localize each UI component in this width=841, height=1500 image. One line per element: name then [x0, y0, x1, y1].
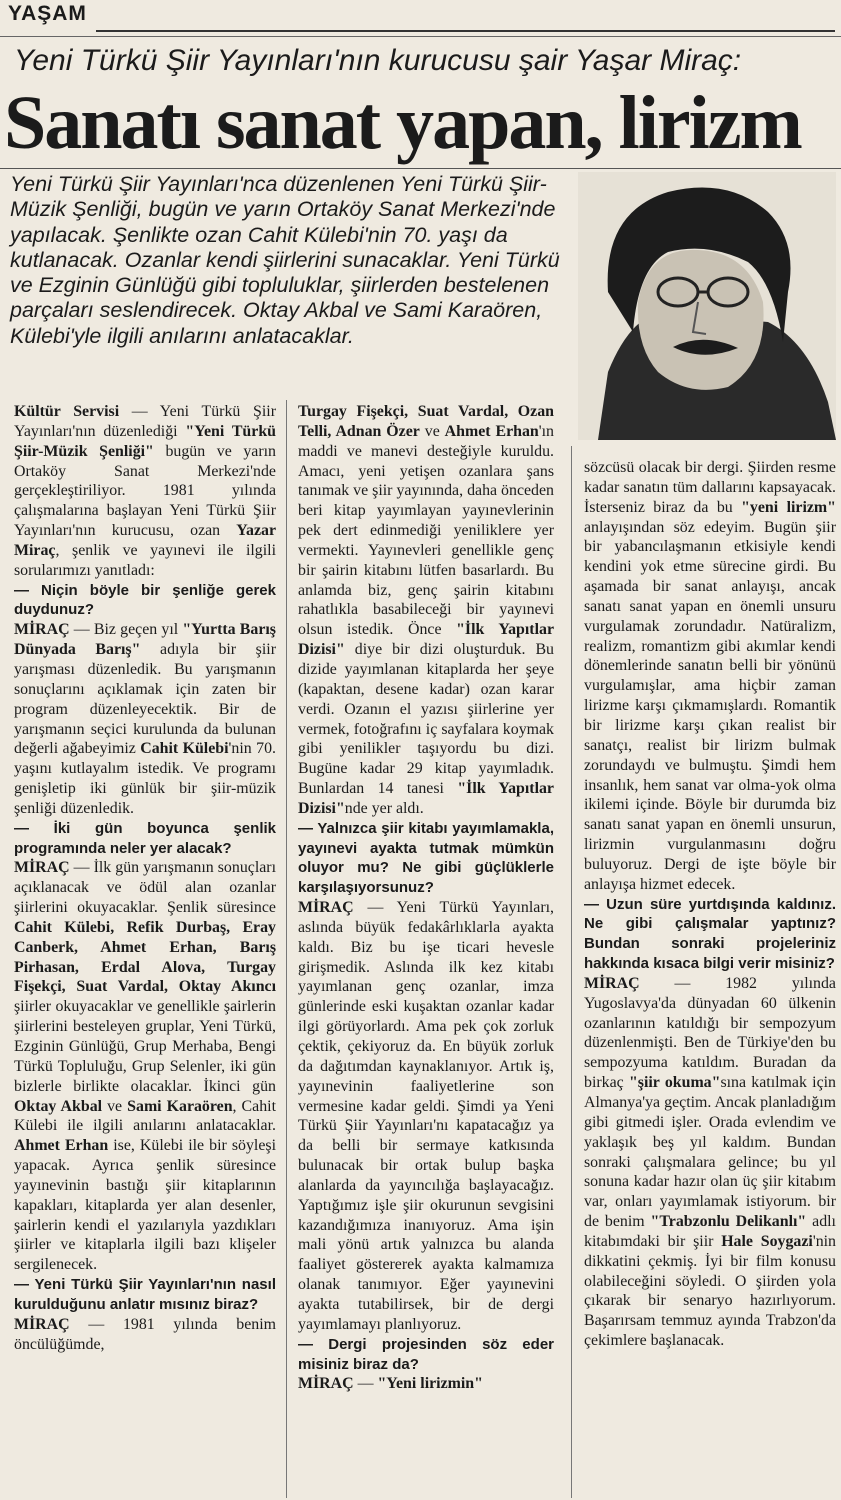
headline-rule	[0, 168, 841, 169]
header-rule	[96, 30, 835, 32]
lead-paragraph: Yeni Türkü Şiir Yayınları'nca düzenlenen Yeni Türkü Şiir-Müzik Şenliği, bugün ve yarın Ortaköy Sanat Merkezi'nde yapılacak. Şenlikte ozan Cahit Külebi'nin 70. yaşı da kutlanacak. Ozanlar kendi şiirlerini sunacaklar. Yeni Türkü ve Ezginin Günlüğü gibi topluluklar, şiirlerden bestelenen parçaları seslendirecek. Oktay Akbal ve Sami Karaören, Külebi'yle ilgili anılarını anlatacaklar.	[10, 172, 560, 348]
article-column-2	[298, 402, 554, 1498]
question: — Yeni Türkü Şiir Yayınları'nın nasıl kurulduğunu anlatır mısınız biraz?	[14, 1276, 276, 1313]
portrait-photo	[578, 172, 836, 440]
column-divider	[571, 446, 572, 1498]
question: — Niçin böyle bir şenliğe gerek duydunuz?	[14, 581, 276, 619]
header-rule-thin	[0, 36, 841, 37]
question: — Dergi projesinden söz eder misiniz biraz da?	[298, 1335, 554, 1373]
column-divider	[286, 400, 287, 1498]
headline: Sanatı sanat yapan, lirizm	[4, 81, 801, 165]
answer: MİRAÇ — Yeni Türkü Yayınları, aslında büyük fedakârlıklarla ayakta kaldı. Biz bu işe ticari hevesle girişmedik. Aslında ilk kez kitabı yayımlanan genç ozanlar, imza günlerinde eski kuşaktan ozanlar kadar ilgi görüyorlardı. Ama pek çok zorluk çektik, çekiyoruz da. En büyük zorluk da dağıtımdan kaynaklanıyor. Artık iş, yayınevinin faaliyetlerine son vermesine kadar geldi. Şimdi ya Yeni Türkü Şiir Yayınları'nı kapatacağız ya da belli bir sermaye katkısında bulunacak bir ortak bulup başka alanlarda da yayıncılığa başlayacağız. Yaptığımız işle şiir okurunun sevgisini kazandığımıza inanıyoruz. Ama işin mali yönü artık yalnızca bu alanda faaliyet göstererek ayakta kalmamıza olanak tanımıyor. Eğer yayınevini ayakta tutabilirsek, bir de dergi yayımlamayı planlıyoruz.	[298, 899, 554, 1333]
answer: MİRAÇ — 1981 yılında benim öncülüğümde,	[14, 1315, 276, 1353]
answer: MİRAÇ — "Yeni lirizmin"	[298, 1375, 483, 1393]
article-column-1	[14, 402, 276, 1498]
article-column-3	[584, 458, 836, 1498]
answer: MİRAÇ — 1982 yılında Yugoslavya'da dünyadan 60 ülkenin ozanlarının katıldığı bir sempozyum düzenlenmişti. Ben de Türkiye'den bu sempozyuma katıldım. Buradan da birkaç "şiir okuma"sına katılmak için Almanya'ya geçtim. Ancak planladığım gibi gitmedi işler. Orada evlendim ve yaklaşık beş yıl kaldım. Bundan sonraki çalışmalara gelince; bu yıl sonuna kadar hazır olan üç şiir kitabım var, onları yayımlamak istiyorum. bir de benim "Trabzonlu Delikanlı" adlı kitabımdaki bir şiir Hale Soygazi'nin dikkatini çekmiş. İyi bir film konusu olabileceğini söyledi. O şiirden yola çıkarak bir senaryo hazırlıyorum. Başarırsam temmuz ayında Trabzon'da çekimlere başlanacak.	[584, 974, 836, 1350]
answer: MİRAÇ — İlk gün yarışmanın sonuçları açıklanacak ve ödül alan ozanlar şiirlerini okuyacaklar. Şenlik süresince Cahit Külebi, Refik Durbaş, Eray Canberk, Ahmet Erhan, Barış Pirhasan, Erdal Alova, Turgay Fişekçi, Suat Vardal, Oktay Akıncı şiirler okuyacaklar ve genellikle şairlerin şiirlerini besteleyen gruplar, Yeni Türkü, Ezginin Günlüğü, Grup Merhaba, Bengi Türkü Topluluğu, Grup Selenler, iki gün bizlerle birlikte olacaklar. İkinci gün Oktay Akbal ve Sami Karaören, Cahit Külebi ile ilgili anılarını anlatacaklar. Ahmet Erhan ise, Külebi ile bir söyleşi yapacak. Ayrıca şenlik süresince yayınevinin bastığı şiir kitaplarının kapakları, kitaplarda yer alan desenler, şairlerin kendi el yazılarıyla yazdıkları şiirler ve kitaplarla ilgili bazı klişeler sergilenecek.	[14, 859, 276, 1274]
question: — Uzun süre yurtdışında kaldınız. Ne gibi çalışmalar yaptınız? Bundan sonraki projeleriniz hakkında kısaca bilgi verir misiniz?	[584, 895, 836, 973]
answer: MİRAÇ — Biz geçen yıl "Yurtta Barış Dünyada Barış" adıyla bir şiir yarışması düzenledik. Bu yarışmanın sonuçlarını açıklamak için zaten bir program düzenleyecektik. Bir de yarışmanın seçici kurulunda da bulunan değerli ağabeyimiz Cahit Külebi'nin 70. yaşını kutlayalım istedik. Ve programı genişletip iki günlük bir şiir-müzik şenliği düzenledik.	[14, 621, 276, 817]
question: — Yalnızca şiir kitabı yayımlamakla, yayınevi ayakta tutmak mümkün oluyor mu? Ne gibi güçlüklerle karşılaşıyorsunuz?	[298, 819, 554, 897]
answer-continued: Turgay Fişekçi, Suat Vardal, Ozan Telli, Adnan Özer ve Ahmet Erhan'ın maddi ve manevi desteğiyle kuruldu. Amacı, yeni yetişen ozanlara şans tanımak ve şiir yayınında, daha önceden beri kitap yayımlayan yayınevlerinin pek dert edinmediği yeniliklere yer vermekti. Yayınevleri genellikle genç bir şairin kitabını lütfen basarlardı. Bu anlamda biz, genç şairin kitabını rahatlıkla basabileceği bir yayınevi olsun istedik. Önce "İlk Yapıtlar Dizisi" diye bir dizi oluşturduk. Bu dizide yayımlanan kitaplarda her şeye (kapaktan, desene kadar) ozan karar verdi. Ozanın el yazısı şiirlerine yer vermek, fotoğrafını iç sayfalara koymak gibi yenilikler taşıyordu bu dizi. Bugüne kadar 29 kitap yayımladık. Bunlardan 14 tanesi "İlk Yapıtlar Dizisi"nde yer aldı.	[298, 403, 554, 817]
kicker: Yeni Türkü Şiir Yayınları'nın kurucusu şair Yaşar Miraç:	[14, 44, 742, 77]
byline: Kültür Servisi	[14, 403, 120, 420]
paragraph: Kültür Servisi — Yeni Türkü Şiir Yayınları'nın düzenlediği "Yeni Türkü Şiir-Müzik Şenliği" bugün ve yarın Ortaköy Sanat Merkezi'nde gerçekleştiriliyor. 1981 yılında çalışmalarına başlayan Yeni Türkü Şiir Yayınları'nın kurucusu, ozan Yazar Miraç, şenlik ve yayınevi ile ilgili sorularımızı yanıtladı:	[14, 403, 276, 579]
section-label: YAŞAM	[8, 2, 87, 25]
question: — İki gün boyunca şenlik programında neler yer alacak?	[14, 819, 276, 857]
answer-continued: sözcüsü olacak bir dergi. Şiirden resme kadar sanatın tüm dallarını kapsayacak. İsterseniz biraz da bu "yeni lirizm" anlayışından söz edeyim. Bugün şiir bir yabancılaşmanın etkisiyle kendi kendini yok etme sürecine girdi. Bu aşamada bir sanat anlayışı, ancak sanatı sanat yapan en önemli unsuru vurgulamak zorundadır. Natüralizm, realizm, romantizm gibi akımlar kendi dönemlerinde sanatın belli bir yönünü vurgulamışlar, ama hiçbir zaman lirizme karşı çıkmamışlardı. Romantik bir lirizme karşı çıkan realist bir sanatçı, realist bir lirizm bulmak zorundaydı ve bulmuştu. Şimdi hem insanlık, hem sanat var olma-yok olma ikilemi içinde. Böyle bir durumda biz sanatı sanat yapan en önemli unsurun, lirizmin vurgulanmasını doğru buluyoruz. Dergi de işte böyle bir anlayışa hizmet edecek.	[584, 459, 836, 893]
